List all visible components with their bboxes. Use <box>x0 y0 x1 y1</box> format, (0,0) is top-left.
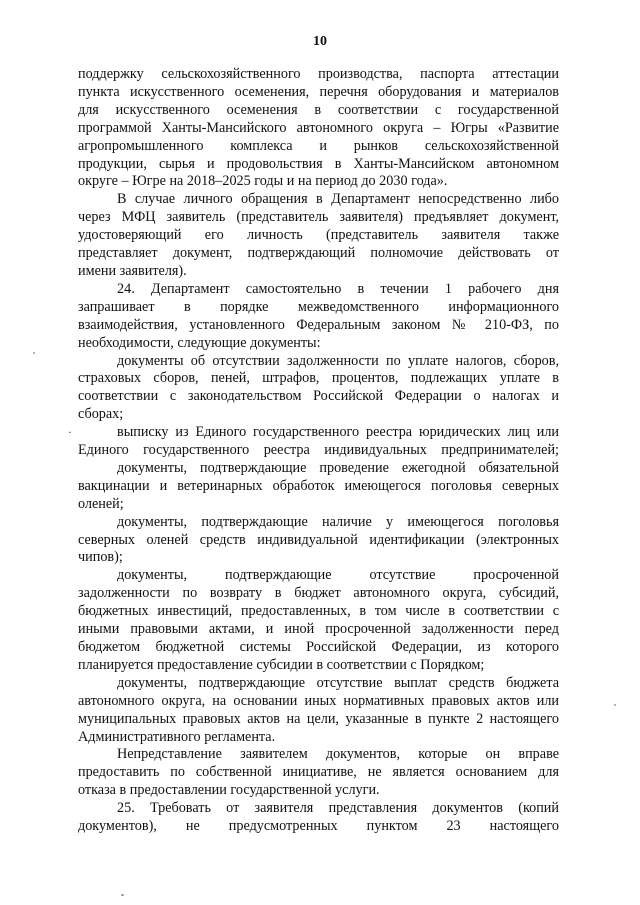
text-line: соответствии с законодательством Российской Федерации о налогах и <box>78 388 559 405</box>
text-line: документов), не предусмотренных пунктом 23 настоящего <box>78 818 559 835</box>
text-line: имени заявителя). <box>78 262 187 279</box>
text-line: округе – Югре на 2018–2025 годы и на период до 2030 года». <box>78 173 448 190</box>
text-line: удостоверяющий его личность (представитель заявителя также <box>78 227 559 244</box>
text-line: документы, подтверждающие наличие у имеющегося поголовья <box>117 513 559 530</box>
page-number: 10 <box>313 34 327 49</box>
text-line: северных оленей средств индивидуальной идентификации (электронных <box>78 531 559 548</box>
text-line: страховых сборов, пеней, штрафов, процентов, подлежащих уплате в <box>78 370 559 387</box>
bullet-mark: · <box>68 425 72 440</box>
scan-speck <box>121 894 124 896</box>
text-line: 25. Требовать от заявителя представления документов (копий <box>117 800 559 817</box>
text-line: бюджетных инвестиций, предоставленных, в том числе в соответствии с <box>78 603 559 620</box>
text-line: продукции, сырья и продовольствия в Ханты-Мансийском автономном <box>78 155 559 172</box>
text-line: документы, подтверждающие проведение ежегодной обязательной <box>117 459 559 476</box>
text-line: взаимодействия, установленного Федеральным законом № 210-ФЗ, по <box>78 316 559 333</box>
text-line: В случае личного обращения в Департамент непосредственно либо <box>117 191 559 208</box>
text-line: документы об отсутствии задолженности по уплате налогов, сборов, <box>117 352 559 369</box>
text-line: планируется предоставление субсидии в соответствии с Порядком; <box>78 656 485 673</box>
scan-speck <box>614 704 616 706</box>
text-line: программой Ханты-Мансийского автономного округа – Югры «Развитие <box>78 119 559 136</box>
text-line: документы, подтверждающие отсутствие просроченной <box>117 567 559 584</box>
text-line: необходимости, следующие документы: <box>78 334 321 351</box>
text-line: Непредставление заявителем документов, которые он вправе <box>117 746 559 763</box>
text-line: через МФЦ заявитель (представитель заявителя) предъявляет документ, <box>78 209 559 226</box>
text-line: муниципальных правовых актов на цели, указанные в пункте 2 настоящего <box>78 710 559 727</box>
text-line: вакцинации и ветеринарных обработок имеющегося поголовья северных <box>78 477 559 494</box>
text-line: автономного округа, на основании иных нормативных правовых актов или <box>78 692 559 709</box>
scan-speck <box>33 352 35 354</box>
text-line: Административного регламента. <box>78 728 276 745</box>
text-line: отказа в предоставлении государственной услуги. <box>78 782 380 799</box>
text-line: документы, подтверждающие отсутствие выплат средств бюджета <box>117 674 559 691</box>
text-line: запрашивает в порядке межведомственного информационного <box>78 298 559 315</box>
text-line: задолженности по возврату в бюджет автономного округа, субсидий, <box>78 585 559 602</box>
text-line: выписку из Единого государственного реестра юридических лиц или · <box>68 424 559 441</box>
text-line: Единого государственного реестра индивидуальных предпринимателей; <box>78 442 559 459</box>
text-line: пункта искусственного осеменения, перечня оборудования и материалов <box>78 83 559 100</box>
text-line: для искусственного осеменения в соответствии с государственной <box>78 101 559 118</box>
text-line: сборах; <box>78 406 124 423</box>
text-line: иными правовыми актами, и иной просроченной задолженности перед <box>78 621 559 638</box>
text-line: предоставить по собственной инициативе, не является основанием для <box>78 764 559 781</box>
text-line: чипов); <box>78 549 123 566</box>
text-line: агропромышленного комплекса и рынков сельскохозяйственной <box>78 137 559 154</box>
document-body <box>68 66 559 836</box>
text-line: поддержку сельскохозяйственного производства, паспорта аттестации <box>78 66 559 82</box>
text-line: оленей; <box>78 495 124 512</box>
text-line: бюджетом бюджетной системы Российской Федерации, из которого <box>78 639 559 655</box>
text-line: представляет документ, подтверждающий полномочие действовать от <box>78 245 559 262</box>
text-line: 24. Департамент самостоятельно в течении 1 рабочего дня <box>117 280 559 297</box>
